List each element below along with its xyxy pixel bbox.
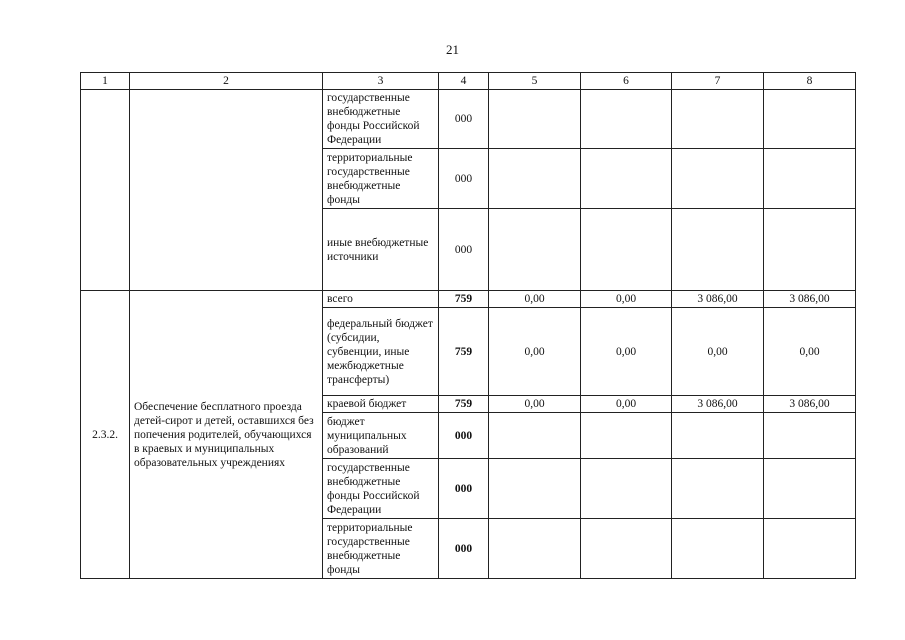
page-number: 21	[446, 42, 459, 57]
header-cell: 2	[130, 73, 323, 90]
code-cell: 000	[439, 519, 489, 579]
value-cell	[764, 519, 856, 579]
header-cell: 1	[81, 73, 130, 90]
table-row	[81, 90, 856, 149]
value-cell	[581, 90, 672, 149]
value-cell	[581, 413, 672, 459]
value-cell: 0,00	[581, 291, 672, 308]
source-cell: государственные внебюджетные фонды Российской Федерации	[323, 459, 439, 519]
value-cell	[489, 413, 581, 459]
funding-table	[80, 72, 856, 579]
value-cell: 3 086,00	[672, 396, 764, 413]
empty-index-cell	[81, 90, 130, 291]
value-cell: 0,00	[581, 396, 672, 413]
item-index: 2.3.2.	[81, 291, 130, 579]
code-cell: 759	[439, 291, 489, 308]
value-cell	[581, 149, 672, 209]
header-row	[81, 73, 856, 90]
header-cell: 7	[672, 73, 764, 90]
header-cell: 8	[764, 73, 856, 90]
value-cell: 0,00	[489, 291, 581, 308]
value-cell: 3 086,00	[672, 291, 764, 308]
value-cell: 3 086,00	[764, 291, 856, 308]
code-cell: 759	[439, 396, 489, 413]
empty-description-cell	[130, 90, 323, 291]
value-cell	[489, 90, 581, 149]
source-cell: иные внебюджетные источники	[323, 209, 439, 291]
value-cell	[489, 149, 581, 209]
value-cell	[581, 459, 672, 519]
value-cell	[764, 209, 856, 291]
source-cell: территориальные государственные внебюджетные фонды	[323, 519, 439, 579]
item-description: Обеспечение бесплатного проезда детей-сирот и детей, оставшихся без попечения родителей, обучающихся в краевых и муниципальных образовательных учреждениях	[130, 291, 323, 579]
value-cell	[489, 459, 581, 519]
value-cell	[581, 519, 672, 579]
value-cell	[764, 90, 856, 149]
source-cell: государственные внебюджетные фонды Российской Федерации	[323, 90, 439, 149]
value-cell	[672, 459, 764, 519]
code-cell: 000	[439, 90, 489, 149]
header-cell: 3	[323, 73, 439, 90]
value-cell	[764, 459, 856, 519]
code-cell: 759	[439, 308, 489, 396]
value-cell	[672, 90, 764, 149]
value-cell: 0,00	[672, 308, 764, 396]
code-cell: 000	[439, 413, 489, 459]
table-row	[81, 291, 856, 308]
value-cell	[672, 209, 764, 291]
value-cell	[672, 519, 764, 579]
source-cell: бюджет муниципальных образований	[323, 413, 439, 459]
value-cell	[581, 209, 672, 291]
value-cell: 0,00	[581, 308, 672, 396]
value-cell	[672, 413, 764, 459]
source-cell: краевой бюджет	[323, 396, 439, 413]
code-cell: 000	[439, 149, 489, 209]
code-cell: 000	[439, 459, 489, 519]
value-cell: 0,00	[489, 308, 581, 396]
value-cell: 0,00	[489, 396, 581, 413]
header-cell: 5	[489, 73, 581, 90]
source-cell: всего	[323, 291, 439, 308]
value-cell: 0,00	[764, 308, 856, 396]
source-cell: федеральный бюджет (субсидии, субвенции, иные межбюджетные трансферты)	[323, 308, 439, 396]
value-cell	[489, 519, 581, 579]
value-cell	[489, 209, 581, 291]
code-cell: 000	[439, 209, 489, 291]
value-cell: 3 086,00	[764, 396, 856, 413]
header-cell: 6	[581, 73, 672, 90]
header-cell: 4	[439, 73, 489, 90]
value-cell	[672, 149, 764, 209]
source-cell: территориальные государственные внебюджетные фонды	[323, 149, 439, 209]
value-cell	[764, 149, 856, 209]
value-cell	[764, 413, 856, 459]
